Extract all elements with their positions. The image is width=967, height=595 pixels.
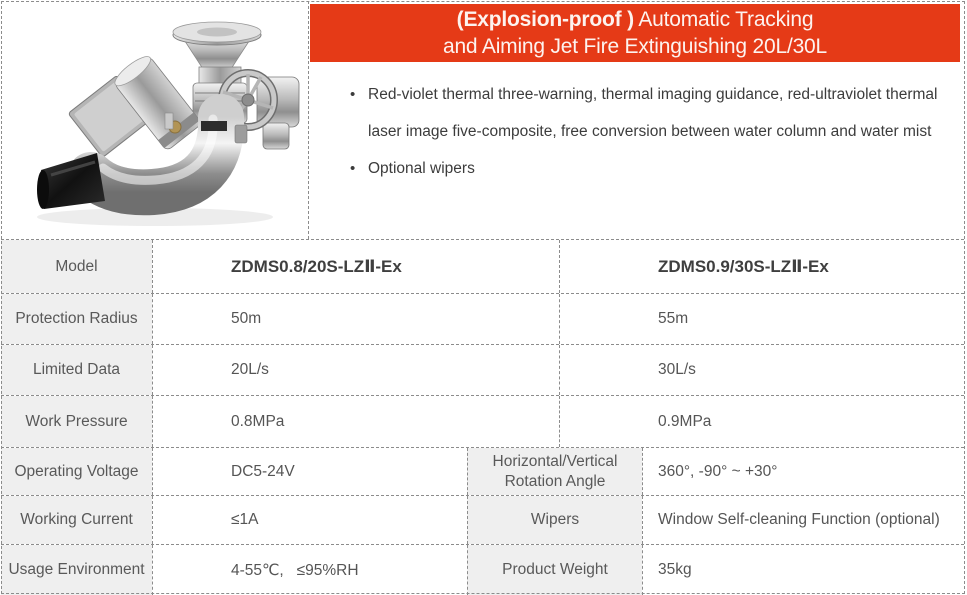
value-cell: 20L/s (152, 345, 559, 395)
row-label: Protection Radius (1, 294, 152, 344)
title-line-2: and Aiming Jet Fire Extinguishing 20L/30L (442, 35, 828, 58)
row-label: Limited Data (1, 345, 152, 395)
value-cell: 360°, -90° ~ +30° (642, 448, 964, 495)
row-label: Model (1, 240, 152, 293)
feature-item (350, 76, 942, 150)
row-label-2: Product Weight (467, 545, 642, 595)
value-cell: 0.9MPa (559, 396, 964, 447)
title-regular-part: Automatic Tracking (633, 8, 814, 31)
product-image (5, 5, 305, 237)
feature-list (350, 76, 942, 187)
value-cell: 35kg (642, 545, 964, 595)
feature-text: Red-violet thermal three-warning, thermal imaging guidance, red-ultraviolet thermal laser image five-composite, free conversion between water column and water mist (368, 86, 938, 140)
table-row-protection-radius (1, 293, 964, 344)
model-2-value: ZDMS0.9/30S-LZⅡ-Ex (559, 240, 964, 293)
table-row-model (1, 239, 964, 293)
title-bold-part: (Explosion-proof ) (456, 8, 634, 31)
table-row-work-pressure (1, 395, 964, 447)
bullet-icon: • (350, 86, 356, 103)
feature-item (350, 150, 942, 187)
spec-table (1, 239, 964, 595)
table-row-operating-voltage (1, 447, 964, 495)
row-label: Working Current (1, 496, 152, 544)
row-label: Operating Voltage (1, 448, 152, 495)
table-row-limited-data (1, 344, 964, 395)
section-divider (308, 1, 309, 239)
title-line-1 (457, 6, 814, 33)
value-cell: Window Self-cleaning Function (optional) (642, 496, 964, 544)
table-row-usage-environment (1, 544, 964, 595)
row-label: Usage Environment (1, 545, 152, 595)
product-photo-area (2, 2, 308, 239)
model-1-value: ZDMS0.8/20S-LZⅡ-Ex (152, 240, 559, 293)
bullet-icon: • (350, 160, 356, 177)
value-cell: 55m (559, 294, 964, 344)
title-banner (310, 4, 960, 62)
feature-text: Optional wipers (368, 160, 475, 177)
row-label: Work Pressure (1, 396, 152, 447)
value-cell: 30L/s (559, 345, 964, 395)
table-row-working-current (1, 495, 964, 544)
value-cell: ≤1A (152, 496, 467, 544)
row-label-2: Horizontal/Vertical Rotation Angle (467, 448, 642, 495)
row-label-2: Wipers (467, 496, 642, 544)
value-cell: DC5-24V (152, 448, 467, 495)
value-cell: 50m (152, 294, 559, 344)
value-cell: 4-55℃, ≤95%RH (152, 545, 467, 595)
value-cell: 0.8MPa (152, 396, 559, 447)
